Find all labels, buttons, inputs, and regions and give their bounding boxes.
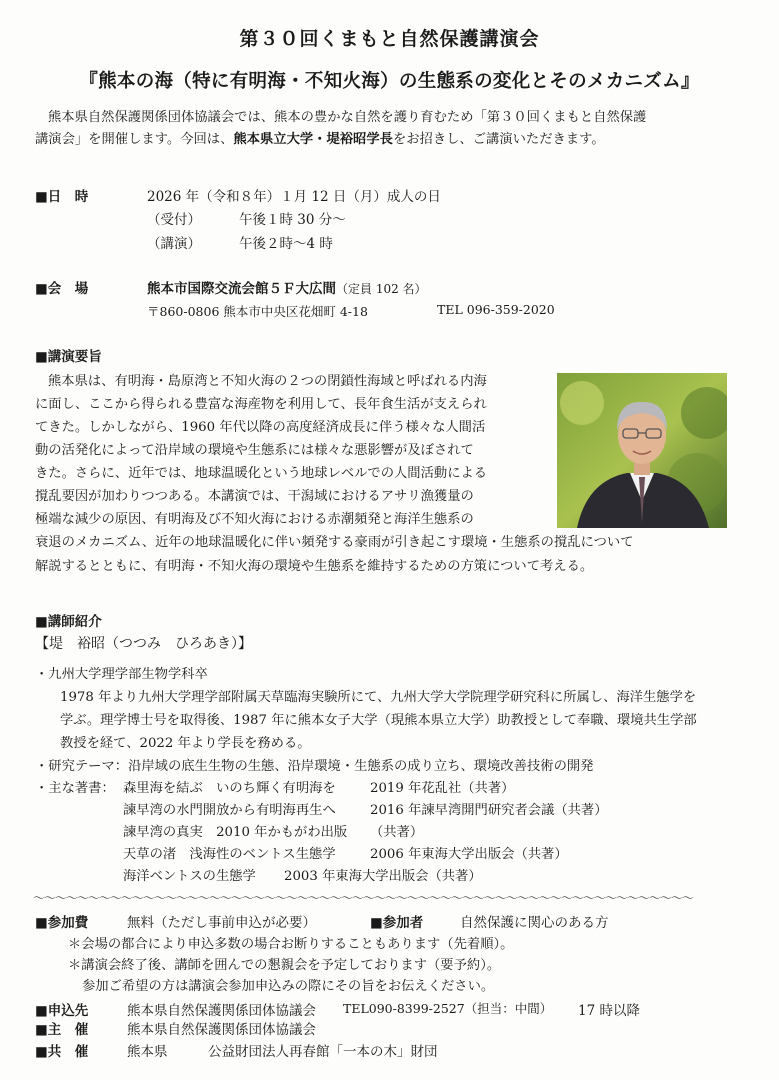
venue-capacity: （定員 102 名）	[336, 282, 427, 296]
speaker-name: 【堤 裕昭（つつみ ひろあき）】	[35, 636, 252, 652]
host-label: ■主 催	[35, 1022, 89, 1038]
reception-time: 午後１時 30 分～	[239, 212, 346, 228]
intro-line-2	[35, 129, 605, 150]
lecture-label: （講演）	[147, 236, 201, 252]
apply-hours: 17 時以降	[578, 1003, 640, 1019]
wavy-divider: ～～～～～～～～～～～～～～～～～～～～～～～～～～～～～～～～～～～～～～～～～～～～～～～～～～～～～～～～～～～～	[33, 891, 694, 905]
summary-line: 極端な減少の原因、有明海及び不知火海における赤潮頻発と海洋生態系の	[35, 512, 474, 527]
schedule-date: 2026 年（令和８年）１月 12 日（月）成人の日	[147, 189, 441, 205]
career-line: 学ぶ。理学博士号を取得後、1987 年に熊本女子大学（現熊本県立大学）助教授として奉職、環境共生学部	[60, 713, 697, 728]
summary-line: 撹乱要因が加わりつつある。本講演では、干潟域におけるアサリ漁獲量の	[35, 489, 474, 504]
summary-line: きた。さらに、近年では、地球温暖化という地球レベルでの人間活動による	[35, 466, 488, 481]
intro-text-a: 講演会」を開催します。今回は、	[35, 132, 234, 147]
apply-label: ■申込先	[35, 1003, 89, 1019]
summary-line: てきた。しかしながら、1960 年代以降の高度経済成長に伴う様々な人間活	[35, 420, 486, 435]
work-publisher: 2006 年東海大学出版会（共著）	[370, 847, 568, 862]
cosponsor-label: ■共 催	[35, 1044, 89, 1060]
work-title: 諫早湾の水門開放から有明海再生へ	[123, 803, 336, 818]
summary-line: に面し、ここから得られる豊富な海産物を利用して、長年食生活が支えられ	[35, 397, 487, 412]
work-title: 海洋ベントスの生態学	[123, 869, 256, 884]
note-line: ＊会場の都合により申込多数の場合お断りすることもあります（先着順）。	[68, 937, 514, 952]
fee-label: ■参加費	[35, 915, 89, 931]
career-line: 1978 年より九州大学理学部附属天草臨海実験所にて、九州大学大学院理学研究科に所属し、海洋生態学を	[60, 690, 697, 705]
venue-address: 〒860-0806 熊本市中央区花畑町 4-18	[147, 304, 368, 319]
lecture-time: 午後２時～4 時	[239, 236, 333, 252]
event-title: 第３０回くまもと自然保護講演会	[239, 28, 540, 50]
cosponsor-value-2: 公益財団法人再春館「一本の木」財団	[208, 1044, 438, 1060]
work-title: 森里海を結ぶ いのち輝く有明海を	[123, 781, 336, 796]
summary-line: 動の活発化によって沿岸域の環境や生態系には様々な悪影響が及ぼされて	[35, 443, 474, 458]
fee-value: 無料（ただし事前申込が必要）	[127, 915, 316, 931]
work-title: 諫早湾の真実 2010 年かもがわ出版	[123, 825, 348, 840]
venue-name: 熊本市国際交流会館５Ｆ大広間	[147, 281, 336, 297]
summary-line: 衰退のメカニズム、近年の地球温暖化に伴い頻発する豪雨が引き起こす環境・生態系の撹乱について	[35, 535, 634, 550]
schedule-label: ■日 時	[35, 189, 89, 205]
cosponsor-value-1: 熊本県	[127, 1044, 168, 1060]
speaker-label: ■講師紹介	[35, 614, 102, 630]
career-line: 教授を経て、2022 年より学長を務める。	[60, 736, 311, 751]
venue-tel: TEL 096-359-2020	[437, 302, 555, 317]
apply-org: 熊本県自然保護関係団体協議会	[127, 1003, 316, 1019]
lecture-title: 『熊本の海（特に有明海・不知火海）の生態系の変化とそのメカニズム』	[79, 71, 700, 92]
speaker-research: ・研究テーマ：沿岸域の底生生物の生態、沿岸環境・生態系の成り立ち、環境改善技術の開発	[35, 759, 594, 774]
speaker-photo	[557, 373, 727, 528]
apply-tel: TEL090-8399-2527（担当：中間）	[343, 1001, 553, 1016]
venue-line	[147, 277, 427, 297]
reception-label: （受付）	[147, 212, 201, 228]
summary-label: ■講演要旨	[35, 349, 102, 365]
participants-value: 自然保護に関心のある方	[460, 915, 609, 931]
venue-label: ■会 場	[35, 281, 89, 297]
speaker-portrait-image	[557, 373, 727, 528]
work-publisher: （共著）	[370, 825, 424, 840]
summary-line: 解説するとともに、有明海・不知火海の環境や生態系を維持するための方策について考える。	[35, 559, 594, 574]
speaker-education: ・九州大学理学部生物学科卒	[35, 667, 208, 682]
summary-line: 熊本県は、有明海・島原湾と不知火海の２つの閉鎖性海域と呼ばれる内海	[48, 374, 487, 389]
intro-line-1: 熊本県自然保護関係団体協議会では、熊本の豊かな自然を護り育むため「第３０回くまもと自然保護	[48, 110, 647, 125]
work-publisher: 2003 年東海大学出版会（共著）	[284, 869, 482, 884]
works-label: ・主な著書：	[35, 781, 115, 796]
note-line: ＊講演会終了後、講師を囲んでの懇親会を予定しております（要予約）。	[68, 958, 501, 973]
work-publisher: 2019 年花乱社（共著）	[370, 781, 515, 796]
work-title: 天草の渚 浅海性のベントス生態学	[123, 847, 336, 862]
work-publisher: 2016 年諫早湾開門研究者会議（共著）	[370, 803, 608, 818]
host-value: 熊本県自然保護関係団体協議会	[127, 1022, 316, 1038]
intro-text-c: をお招きし、ご講演いただきます。	[392, 132, 605, 147]
note-line: 参加ご希望の方は講演会参加申込みの際にその旨をお伝えください。	[82, 979, 495, 994]
participants-label: ■参加者	[370, 915, 424, 931]
intro-speaker: 熊本県立大学・堤裕昭学長	[233, 132, 393, 147]
